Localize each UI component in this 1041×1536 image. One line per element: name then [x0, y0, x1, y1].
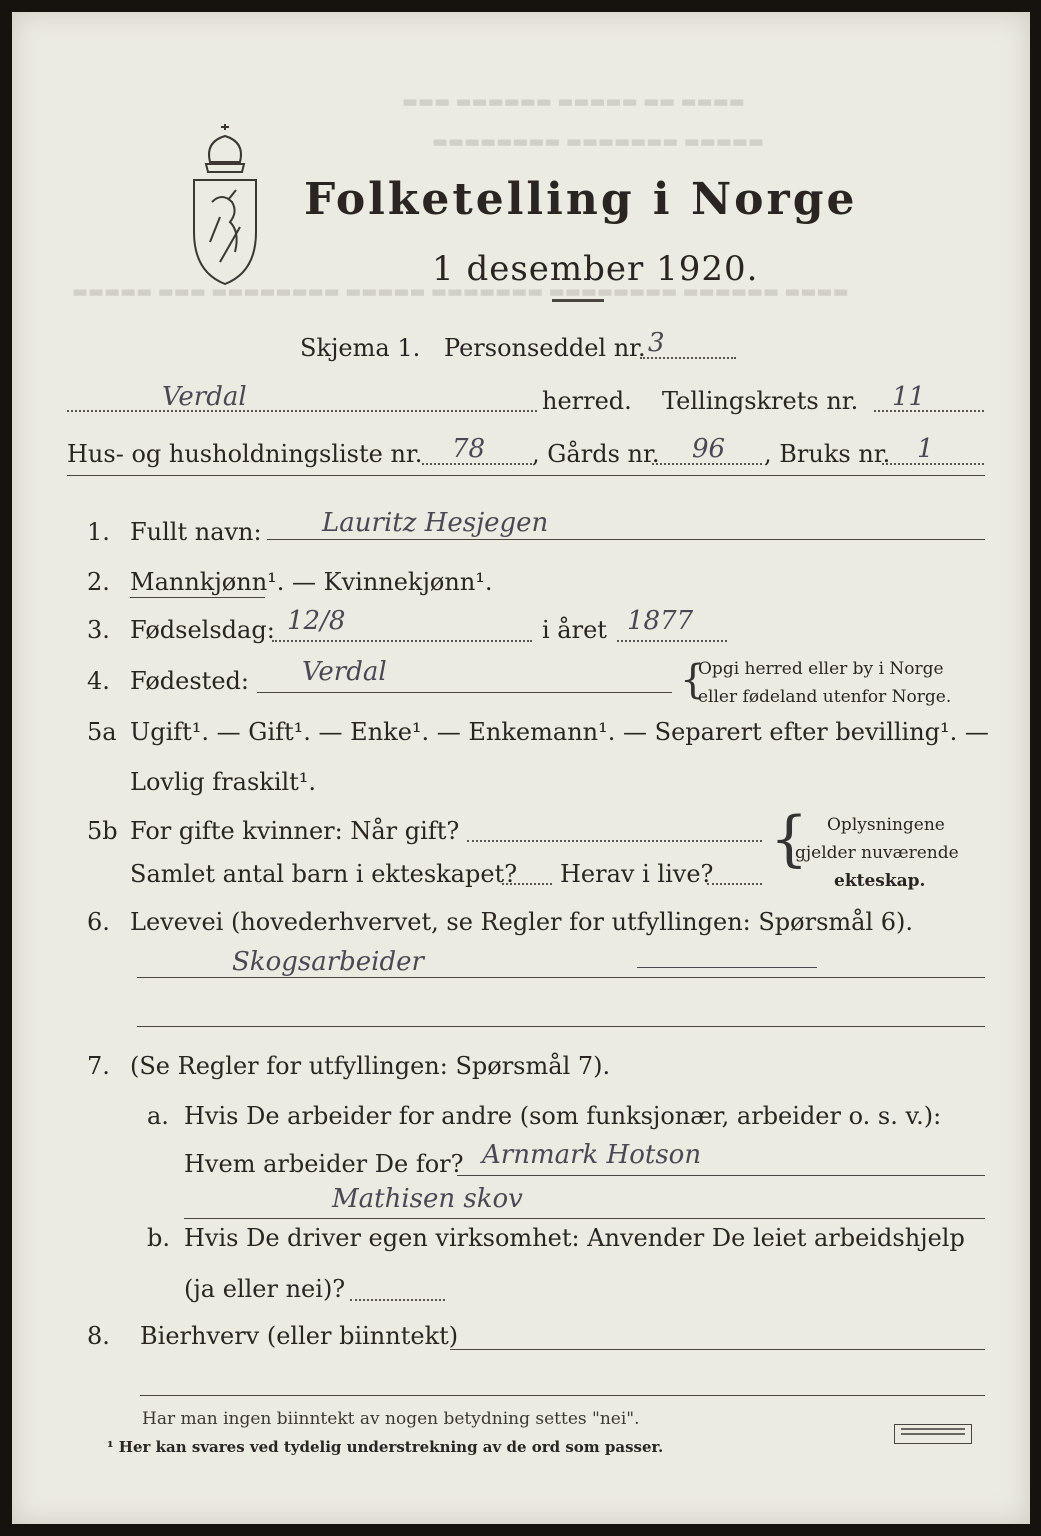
question-4-label: Fødested:: [130, 667, 249, 695]
question-8-number: 8.: [87, 1322, 110, 1350]
birth-year-value: 1877: [627, 606, 694, 636]
question-2-number: 2.: [87, 568, 110, 596]
printer-stamp: [894, 1424, 972, 1444]
person-number-label: Personseddel nr.: [444, 334, 646, 362]
question-3-label: Fødselsdag:: [130, 616, 275, 644]
employer-label: Hvem arbeider De for?: [184, 1150, 464, 1178]
question-7b-label: Hvis De driver egen virksomhet: Anvender De leiet arbeidshjelp: [184, 1224, 965, 1252]
question-2-label: Mannkjønn¹. — Kvinnekjønn¹.: [130, 568, 493, 596]
bleed-through-text: ▬▬▬▬▬ ▬▬▬ ▬▬▬▬▬▬▬▬ ▬▬▬▬▬ ▬▬▬▬▬▬▬ ▬▬▬▬▬▬▬▬ ▬▬▬▬▬▬ ▬▬▬▬: [72, 282, 849, 302]
bruks-label: , Bruks nr.: [764, 440, 891, 468]
employer-value-1: Arnmark Hotson: [482, 1140, 702, 1170]
bruks-value: 1: [917, 434, 934, 464]
married-when-line: [467, 840, 762, 842]
person-number-line: [640, 357, 736, 359]
occupation-value: Skogsarbeider: [232, 947, 424, 977]
question-3-number: 3.: [87, 616, 110, 644]
brace: {: [770, 804, 809, 874]
bruks-line: [882, 463, 984, 465]
hired-help-label: (ja eller nei)?: [184, 1275, 346, 1303]
gards-label: , Gårds nr.: [532, 440, 660, 468]
side-income-note: Har man ingen biinntekt av nogen betydning settes "nei".: [142, 1409, 640, 1429]
norway-coat-of-arms-icon: [180, 122, 270, 292]
title-ornament: [552, 299, 604, 302]
herred-label: herred.: [542, 387, 632, 415]
employer-line-2: [184, 1218, 985, 1219]
birth-year-label: i året: [542, 616, 607, 644]
occupation-line-2: [137, 1026, 985, 1027]
question-8-label: Bierhverv (eller biinntekt): [140, 1322, 459, 1350]
question-7a-letter: a.: [147, 1102, 169, 1130]
employer-value-2: Mathisen skov: [332, 1184, 523, 1214]
header-separator: [67, 475, 985, 476]
person-number-value: 3: [648, 328, 665, 358]
census-form-page: [12, 12, 1030, 1524]
census-date: 1 desember 1920.: [432, 249, 759, 289]
marital-status-options-2: Lovlig fraskilt¹.: [130, 768, 317, 796]
question-5b-number: 5b: [87, 817, 118, 845]
marital-status-options: Ugift¹. — Gift¹. — Enke¹. — Enkemann¹. — Separert efter bevilling¹. —: [130, 718, 989, 746]
footnote: ¹ Her kan svares ved tydelig understrekning av de ord som passer.: [107, 1438, 664, 1456]
full-name-line: [267, 539, 985, 540]
form-title: Folketelling i Norge: [304, 174, 858, 225]
marriage-note-2: gjelder nuværende: [795, 843, 959, 863]
tellingskrets-line: [874, 410, 984, 412]
schema-label: Skjema 1.: [300, 334, 421, 362]
strikeout-mark: [637, 967, 817, 968]
birthplace-note-1: Opgi herred eller by i Norge: [698, 659, 944, 679]
birthdate-value: 12/8: [287, 606, 346, 636]
side-income-line-2: [140, 1395, 985, 1396]
tellingskrets-value: 11: [892, 382, 926, 412]
question-6-number: 6.: [87, 908, 110, 936]
tellingskrets-label: Tellingskrets nr.: [662, 387, 859, 415]
occupation-line-1: [137, 977, 985, 978]
children-alive-label: Herav i live?: [560, 860, 714, 888]
birthplace-note-2: eller fødeland utenfor Norge.: [698, 687, 952, 707]
employer-line-1: [457, 1175, 985, 1176]
full-name-value: Lauritz Hesjegen: [322, 508, 549, 538]
marriage-note-3: ekteskap.: [834, 871, 926, 891]
children-count-line: [502, 883, 552, 885]
question-7b-letter: b.: [147, 1224, 170, 1252]
question-7a-label: Hvis De arbeider for andre (som funksjonær, arbeider o. s. v.):: [184, 1102, 942, 1130]
gards-line: [652, 463, 762, 465]
brace: {: [680, 657, 706, 703]
gards-value: 96: [692, 434, 726, 464]
question-7-number: 7.: [87, 1052, 110, 1080]
herred-line: [67, 410, 537, 412]
marriage-note-1: Oplysningene: [827, 815, 945, 835]
bleed-through-text: ▬▬▬▬▬▬▬▬ ▬▬▬▬▬▬▬ ▬▬▬▬▬: [432, 132, 765, 152]
gender-underline: [130, 597, 265, 598]
question-1-number: 1.: [87, 518, 110, 546]
hired-help-line: [350, 1299, 445, 1301]
married-when-label: For gifte kvinner: Når gift?: [130, 817, 460, 845]
hus-label: Hus- og husholdningsliste nr.: [67, 440, 423, 468]
side-income-line-1: [450, 1349, 985, 1350]
question-1-label: Fullt navn:: [130, 518, 262, 546]
herred-value: Verdal: [162, 382, 247, 412]
question-6-label: Levevei (hovederhvervet, se Regler for utfyllingen: Spørsmål 6).: [130, 908, 914, 936]
birth-year-line: [617, 640, 727, 642]
question-4-number: 4.: [87, 667, 110, 695]
hus-value: 78: [452, 434, 486, 464]
hus-line: [422, 463, 532, 465]
question-5a-number: 5a: [87, 718, 117, 746]
bleed-through-text: ▬▬▬ ▬▬▬▬▬▬ ▬▬▬▬▬ ▬▬ ▬▬▬▬: [402, 92, 745, 112]
birthplace-value: Verdal: [302, 657, 387, 687]
birthplace-line: [257, 692, 672, 693]
children-count-label: Samlet antal barn i ekteskapet?: [130, 860, 518, 888]
question-7-label: (Se Regler for utfyllingen: Spørsmål 7).: [130, 1052, 611, 1080]
birthdate-line: [272, 640, 532, 642]
children-alive-line: [707, 883, 762, 885]
